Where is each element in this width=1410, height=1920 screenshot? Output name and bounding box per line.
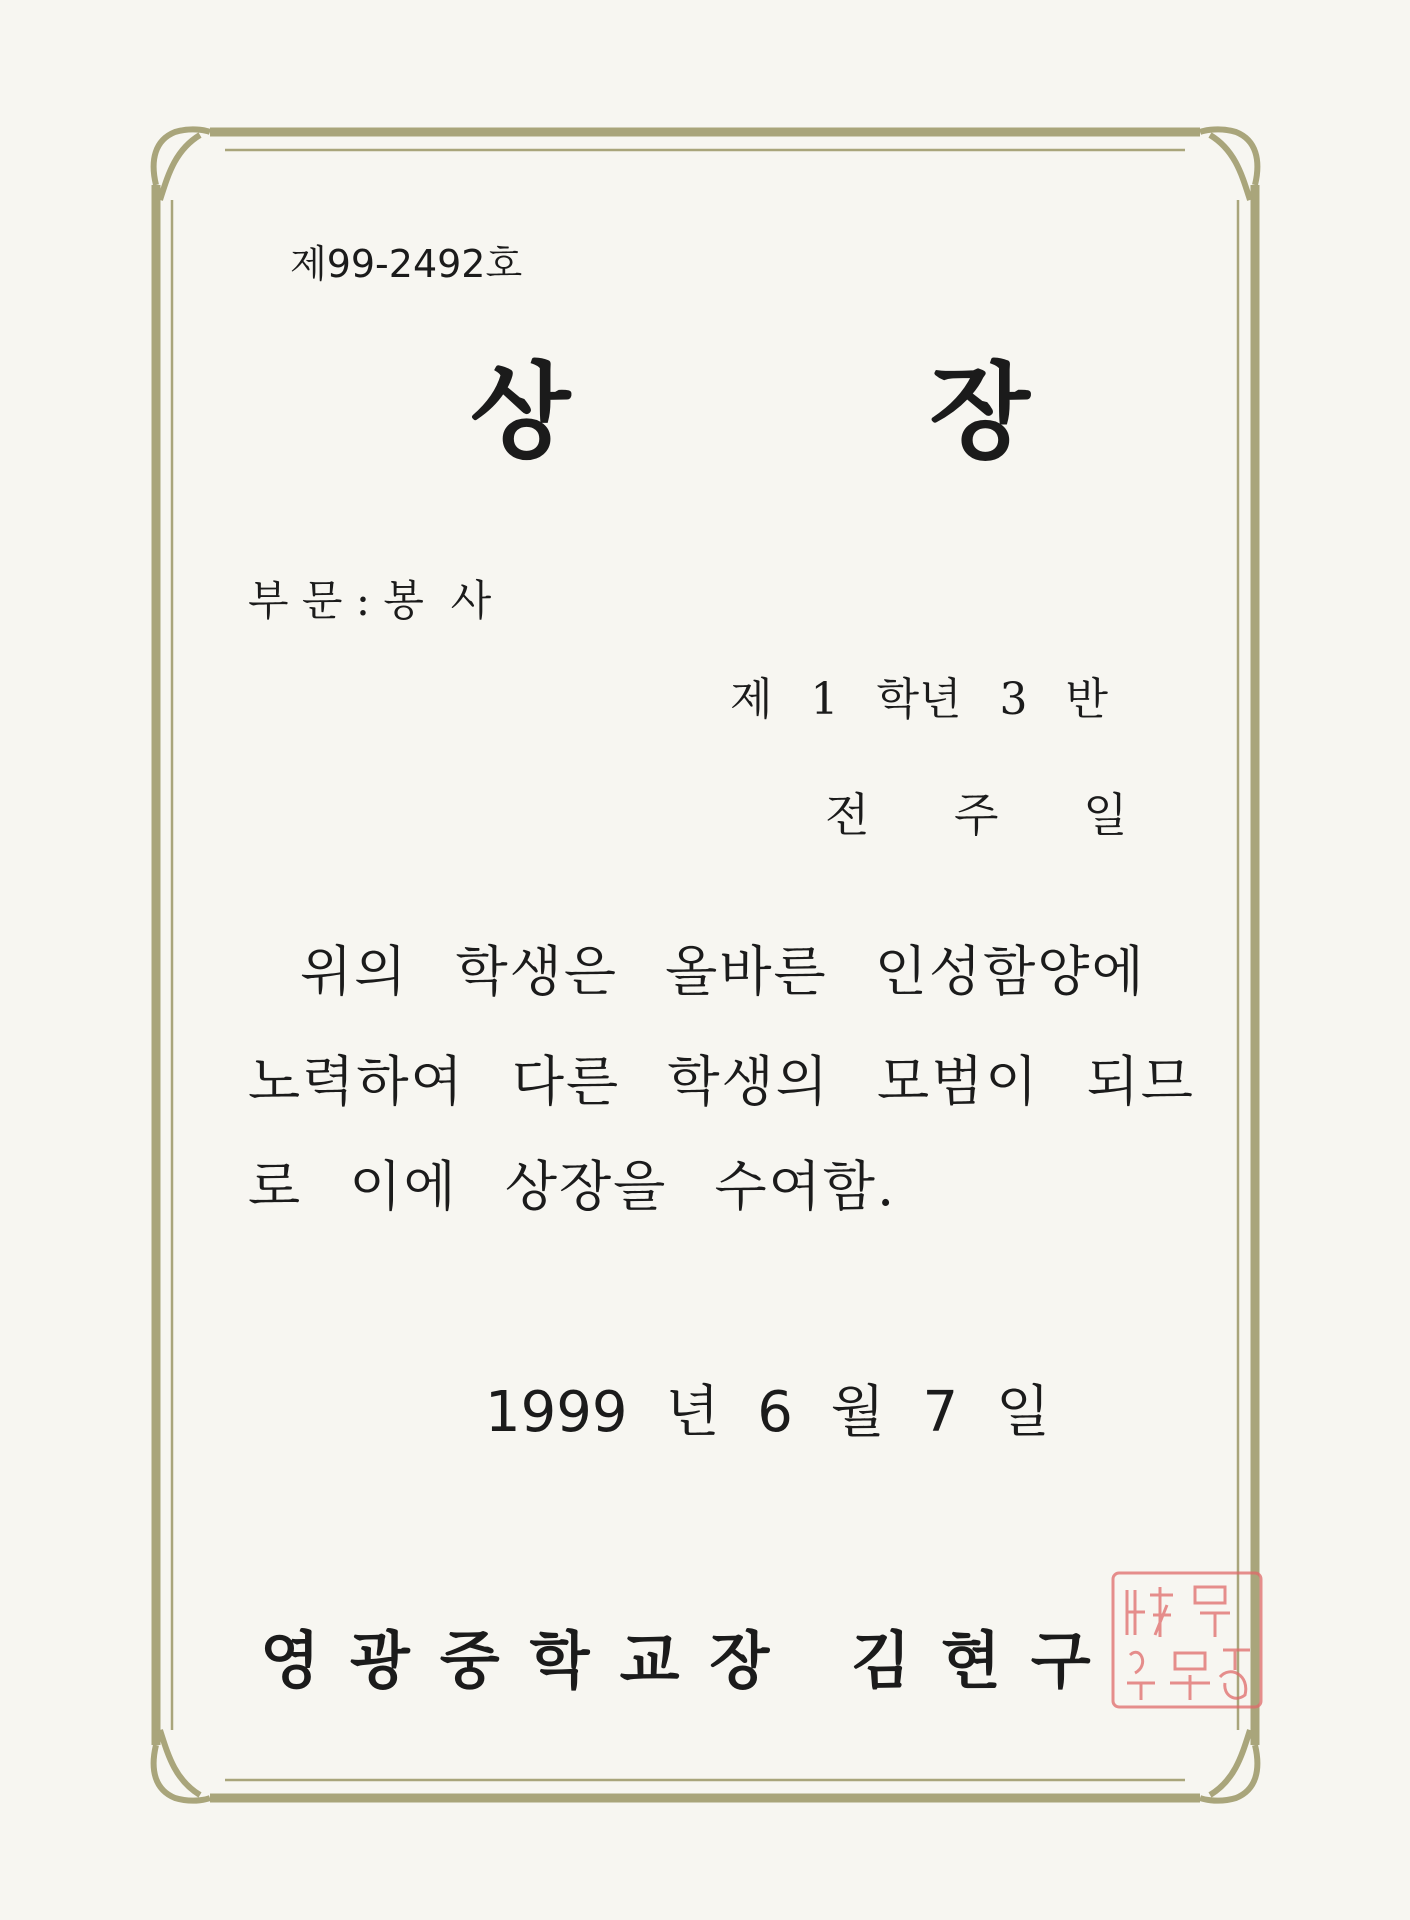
- award-category: 부 문 : 봉 사: [248, 576, 492, 625]
- certificate-title: [470, 350, 1030, 473]
- official-seal-stamp: [1105, 1565, 1270, 1715]
- principal-signature: 영광중학교장 김현구: [260, 1624, 1121, 1697]
- title-char-2: 장: [929, 350, 1030, 473]
- title-char-1: 상: [470, 350, 571, 473]
- body-text-line-2: 노력하여 다른 학생의 모범이 되므: [248, 1050, 1195, 1113]
- certificate-number: 제99-2492호: [290, 242, 523, 286]
- student-name: 전 주 일: [825, 788, 1128, 842]
- award-date: 1999 년 6 월 7 일: [485, 1380, 1051, 1445]
- body-text-line-1: 위의 학생은 올바른 인성함양에: [300, 940, 1146, 1003]
- student-grade-class: 제 1 학년 3 반: [730, 674, 1108, 725]
- body-text-line-3: 로 이에 상장을 수여함.: [248, 1155, 897, 1218]
